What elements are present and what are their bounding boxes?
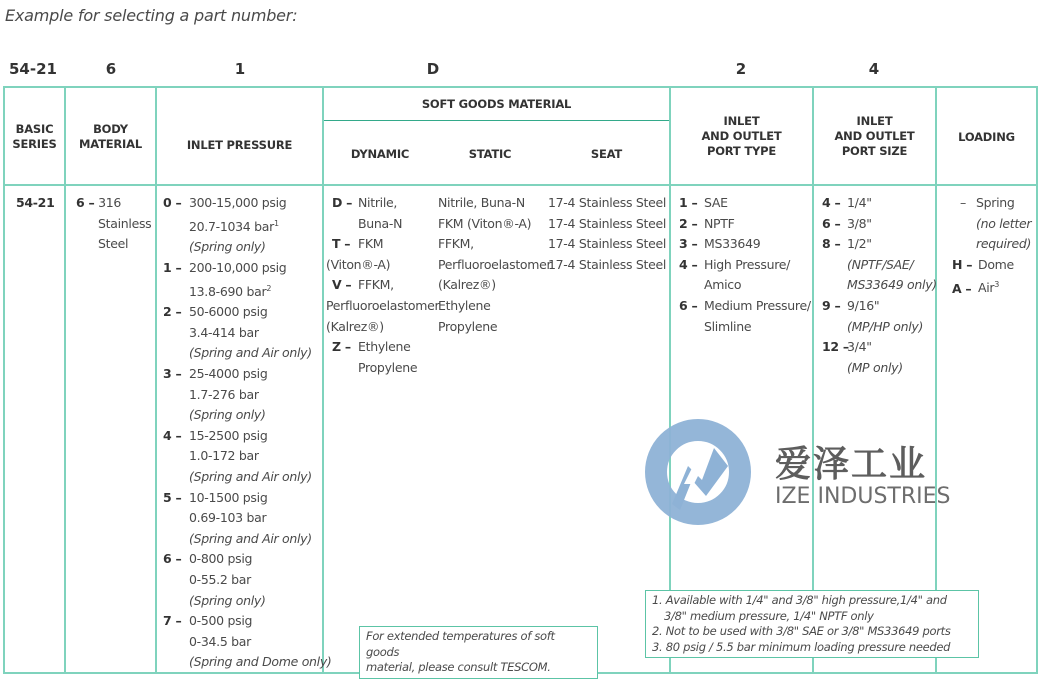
option-psig: 0-800 psig xyxy=(189,551,253,567)
footnote-line: 1. Available with 1/4" and 3/8" high pressure,1/4" and xyxy=(652,593,947,607)
option-psig: 25-4000 psig xyxy=(189,366,268,382)
option-text: Propylene xyxy=(358,359,418,375)
example-code-body: 6 xyxy=(105,60,117,78)
col-divider xyxy=(155,86,157,674)
option-bar: 1.0-172 bar xyxy=(189,448,259,464)
note-line: For extended temperatures of soft goods xyxy=(366,629,555,659)
option-note: (Spring and Air only) xyxy=(189,345,312,361)
option-key: 1 – xyxy=(679,195,698,210)
header-soft-goods-material: SOFT GOODS MATERIAL xyxy=(421,97,572,111)
header-loading: LOADING xyxy=(958,130,1015,144)
option-key: Z – xyxy=(332,339,351,355)
option-text: Perfluoroelastomer xyxy=(326,297,440,313)
seat-options xyxy=(548,193,666,275)
option-text: 1/2" xyxy=(847,236,872,252)
option-note: (MP/HP only) xyxy=(847,318,924,334)
watermark-chinese-text: 爱泽工业 xyxy=(775,444,928,485)
header-bottom-border xyxy=(3,184,1038,186)
header-line: PORT TYPE xyxy=(706,144,777,158)
option-key: 5 – xyxy=(163,489,182,505)
option-psig: 200-10,000 psig xyxy=(189,259,287,275)
static-text: Nitrile, Buna-N xyxy=(438,195,525,210)
option-key: 3 – xyxy=(679,236,698,252)
example-code-port-size: 4 xyxy=(868,60,880,78)
option-key: 7 – xyxy=(163,613,182,629)
option-key: 0 – xyxy=(163,195,182,210)
option-psig: 10-1500 psig xyxy=(189,489,268,505)
col-divider xyxy=(669,86,671,674)
loading-options xyxy=(952,193,1031,299)
option-key: 1 – xyxy=(163,259,182,275)
option-note: (Spring and Air only) xyxy=(189,469,312,485)
option-text: FFKM, xyxy=(358,277,394,293)
option-bar: 13.8-690 bar xyxy=(189,283,267,299)
option-psig: 0-500 psig xyxy=(189,613,253,629)
col-divider xyxy=(1036,86,1038,674)
option-text: Medium Pressure/ xyxy=(704,297,811,313)
col-divider xyxy=(812,86,814,674)
option-note: (Spring and Air only) xyxy=(189,530,312,546)
basic-series-code: 54-21 xyxy=(16,195,55,210)
example-code-series: 54-21 xyxy=(9,60,57,78)
option-note: (MP only) xyxy=(847,359,903,375)
option-text: 316 xyxy=(98,195,122,210)
header-line: MATERIAL xyxy=(79,137,142,151)
option-bar: 1.7-276 bar xyxy=(189,386,259,402)
option-psig: 15-2500 psig xyxy=(189,427,268,443)
soft-goods-note xyxy=(359,626,598,679)
static-text: FKM (Viton®-A) xyxy=(438,215,532,231)
dynamic-options xyxy=(326,193,439,378)
table-top-border xyxy=(3,86,1038,88)
option-note: (Spring only) xyxy=(189,592,266,608)
footnote-line: 2. Not to be used with 3/8" SAE or 3/8" MS33649 ports xyxy=(652,624,951,638)
option-key: 6 – xyxy=(163,551,182,567)
header-line: INLET xyxy=(723,114,760,128)
option-text: Spring xyxy=(976,195,1015,210)
option-text: FKM xyxy=(358,236,384,252)
option-key: 6 – xyxy=(822,215,841,231)
port-type-options xyxy=(679,193,811,337)
option-text: Air xyxy=(978,280,995,296)
option-text: Steel xyxy=(98,236,129,252)
option-note: (Spring and Dome only) xyxy=(189,654,332,670)
pressure-option-5 xyxy=(163,488,332,550)
static-text: Propylene xyxy=(438,318,498,334)
option-text: 3/8" xyxy=(847,215,872,231)
header-dynamic: DYNAMIC xyxy=(350,147,410,161)
pressure-option-7 xyxy=(163,611,332,673)
option-psig: 50-6000 psig xyxy=(189,304,268,320)
watermark-english-text: IZE INDUSTRIES xyxy=(775,484,951,509)
example-code-port-type: 2 xyxy=(735,60,747,78)
option-text: Stainless xyxy=(98,215,152,231)
header-line: BODY xyxy=(93,122,128,136)
header-body-material xyxy=(66,122,155,152)
option-key: 4 – xyxy=(679,256,698,272)
option-text: NPTF xyxy=(704,215,735,231)
header-line: SERIES xyxy=(12,137,57,151)
footnote-line: 3. 80 psig / 5.5 bar minimum loading pressure needed xyxy=(652,639,951,654)
option-note: (NPTF/SAE/ xyxy=(847,256,914,272)
option-key: 6 – xyxy=(76,195,95,210)
option-note: required) xyxy=(976,236,1032,252)
pressure-option-4 xyxy=(163,426,332,488)
seat-text: 17-4 Stainless Steel xyxy=(548,236,667,252)
footnote-ref: 3 xyxy=(994,280,1000,290)
option-text: Ethylene xyxy=(358,339,411,355)
option-note: (Spring only) xyxy=(189,407,266,423)
seat-text: 17-4 Stainless Steel xyxy=(548,215,667,231)
option-text: Slimline xyxy=(704,318,752,334)
option-note: (Spring only) xyxy=(189,239,266,255)
pressure-option-0 xyxy=(163,193,332,258)
header-line: PORT SIZE xyxy=(841,144,908,158)
option-key: 8 – xyxy=(822,236,841,252)
header-line: AND OUTLET xyxy=(834,129,915,143)
static-options xyxy=(438,193,551,337)
pressure-option-6 xyxy=(163,549,332,611)
footnote-ref: 1 xyxy=(273,218,279,228)
header-line: BASIC xyxy=(15,122,54,136)
option-text: Dome xyxy=(978,256,1014,272)
header-line: AND OUTLET xyxy=(701,129,782,143)
option-bar: 0.69-103 bar xyxy=(189,510,267,526)
body-material-option xyxy=(76,193,151,255)
col-divider xyxy=(64,86,66,674)
pressure-option-1 xyxy=(163,258,332,302)
header-port-type xyxy=(671,114,812,159)
seat-text: 17-4 Stainless Steel xyxy=(548,195,667,210)
example-code-soft-goods: D xyxy=(426,60,440,78)
option-key: 12 – xyxy=(822,339,849,355)
pressure-option-3 xyxy=(163,364,332,426)
pressure-option-2 xyxy=(163,302,332,364)
option-key: H – xyxy=(952,256,973,272)
option-text: (Viton®-A) xyxy=(326,256,391,272)
example-code-pressure: 1 xyxy=(234,60,246,78)
footnote-line: 3/8" medium pressure, 1/4" NPTF only xyxy=(664,608,874,623)
header-static: STATIC xyxy=(468,147,512,161)
static-text: (Kalrez®) xyxy=(438,277,496,293)
option-key: 2 – xyxy=(679,215,698,231)
option-key: 9 – xyxy=(822,297,841,313)
footnotes-box xyxy=(645,590,979,658)
option-text: 9/16" xyxy=(847,297,880,313)
option-key: T – xyxy=(332,236,351,252)
option-text: 3/4" xyxy=(847,339,872,355)
option-key: 6 – xyxy=(679,297,698,313)
option-note: (no letter xyxy=(976,215,1032,231)
header-basic-series xyxy=(5,122,64,152)
col-divider xyxy=(3,86,5,674)
option-key: D – xyxy=(332,195,353,210)
header-seat: SEAT xyxy=(590,147,623,161)
static-text: Perfluoroelastomer xyxy=(438,256,552,272)
note-line: material, please consult TESCOM. xyxy=(366,660,551,674)
static-text: FFKM, xyxy=(438,236,474,252)
option-text: 1/4" xyxy=(847,195,872,210)
option-text: MS33649 xyxy=(704,236,761,252)
static-text: Ethylene xyxy=(438,297,491,313)
option-bar: 0-34.5 bar xyxy=(189,633,252,649)
option-key: 4 – xyxy=(163,427,182,443)
option-text: (Kalrez®) xyxy=(326,318,384,334)
col-divider xyxy=(935,86,937,674)
option-key: 2 – xyxy=(163,304,182,320)
inlet-pressure-options xyxy=(163,193,332,673)
option-key: – xyxy=(960,195,966,210)
option-key: A – xyxy=(952,280,972,296)
header-port-size xyxy=(814,114,935,159)
option-bar: 0-55.2 bar xyxy=(189,572,252,587)
option-psig: 300-15,000 psig xyxy=(189,195,287,210)
option-text: SAE xyxy=(704,195,728,210)
seat-text: 17-4 Stainless Steel xyxy=(548,256,667,272)
basic-series-value xyxy=(16,193,54,214)
option-bar: 20.7-1034 bar xyxy=(189,218,274,234)
option-note: MS33649 only) xyxy=(847,277,937,293)
option-text: Amico xyxy=(704,277,742,293)
soft-goods-subheader-rule xyxy=(323,120,669,121)
header-inlet-pressure: INLET PRESSURE xyxy=(186,138,293,152)
header-line: INLET xyxy=(856,114,893,128)
option-key: V – xyxy=(332,277,352,293)
option-text: Nitrile, xyxy=(358,195,398,210)
port-size-options xyxy=(822,193,937,378)
option-text: High Pressure/ xyxy=(704,256,791,272)
watermark-logo-icon xyxy=(644,418,756,534)
option-bar: 3.4-414 bar xyxy=(189,324,259,340)
option-key: 4 – xyxy=(822,195,841,210)
intro-text: Example for selecting a part number: xyxy=(5,6,298,25)
option-text: Buna-N xyxy=(358,215,403,231)
footnote-ref: 2 xyxy=(266,283,272,293)
option-key: 3 – xyxy=(163,366,182,382)
